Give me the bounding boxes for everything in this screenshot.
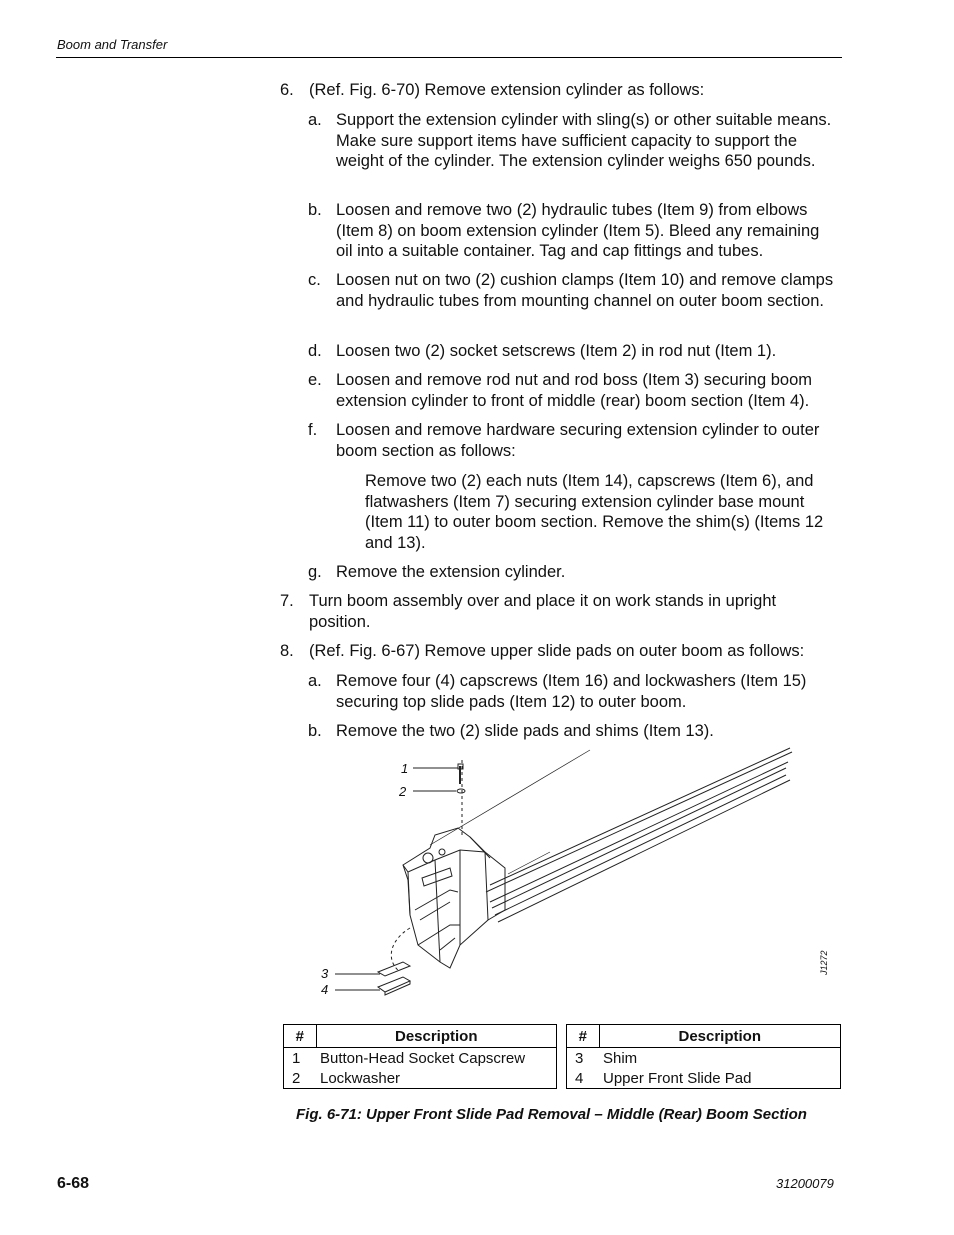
sub-text: Loosen and remove hardware securing extension cylinder to outer boom section as follows: [336,421,820,460]
item-number: 4 [567,1068,600,1089]
step-number: 8. [280,642,294,660]
step-6-f-detail: Remove two (2) each nuts (Item 14), capscrews (Item 6), and flatwashers (Item 7) securing extension cylinder base mount (Item 11) to outer boom section. Remove the shim(s) (Items 12 and 13). [365,472,824,552]
sub-text: Remove four (4) capscrews (Item 16) and lockwashers (Item 15) securing top slide pads (Item 12) to outer boom. [336,672,807,711]
item-description: Lockwasher [316,1068,557,1089]
sub-number: b. [308,201,322,219]
col-number-header: # [567,1025,600,1048]
sub-text: Loosen and remove rod nut and rod boss (Item 3) securing boom extension cylinder to front of middle (rear) boom section (Item 4). [336,371,813,410]
sub-text: Remove the two (2) slide pads and shims (Item 13). [336,722,714,740]
step-text: (Ref. Fig. 6-70) Remove extension cylinder as follows: [309,81,705,99]
step-text: Turn boom assembly over and place it on work stands in upright position. [309,592,777,631]
boom-illustration [300,740,840,1002]
sub-text: Support the extension cylinder with sling(s) or other suitable means. Make sure support items have sufficient capacity to support the weight of the cylinder. The extension cylinder weighs 650 pounds. [336,111,832,170]
sub-text: Loosen nut on two (2) cushion clamps (Item 10) and remove clamps and hydraulic tubes from mounting channel on outer boom section. [336,271,834,310]
sub-number: c. [308,271,321,289]
item-number: 2 [284,1068,317,1089]
sub-text: Loosen two (2) socket setscrews (Item 2) in rod nut (Item 1). [336,342,777,360]
header-rule [56,57,842,58]
boom-drawing [300,740,840,1002]
step-text: (Ref. Fig. 6-67) Remove upper slide pads on outer boom as follows: [309,642,805,660]
step-number: 7. [280,592,294,610]
legend-table-right [566,1024,841,1089]
table-row [284,1068,557,1089]
figure-caption: Fig. 6-71: Upper Front Slide Pad Removal – Middle (Rear) Boom Section [296,1106,807,1123]
step-number: 6. [280,81,294,99]
item-description: Upper Front Slide Pad [599,1068,841,1089]
item-description: Button-Head Socket Capscrew [316,1048,557,1069]
item-number: 1 [284,1048,317,1069]
sub-number: a. [308,672,322,690]
sub-number: d. [308,342,322,360]
page-number: 6-68 [57,1175,90,1192]
sub-number: e. [308,371,322,389]
sub-number: b. [308,722,322,740]
sub-number: f. [308,421,318,439]
sub-number: a. [308,111,322,129]
item-description: Shim [599,1048,841,1069]
callout-1: 1 [401,761,409,776]
col-number-header: # [284,1025,317,1048]
col-description-header: Description [599,1025,841,1048]
figure-code: J1272 [819,950,829,975]
document-number: 31200079 [776,1176,834,1191]
table-row [567,1068,841,1089]
table-row [567,1048,841,1069]
legend-table-left [283,1024,557,1089]
table-row [284,1048,557,1069]
col-description-header: Description [316,1025,557,1048]
callout-3: 3 [321,966,329,981]
callout-4: 4 [321,982,329,997]
sub-text: Loosen and remove two (2) hydraulic tubes (Item 9) from elbows (Item 8) on boom extension cylinder (Item 5). Bleed any remaining oil into a suitable container. Tag and cap fittings and tubes. [336,201,820,260]
item-number: 3 [567,1048,600,1069]
running-header: Boom and Transfer [57,37,168,52]
callout-2: 2 [399,784,407,799]
sub-number: g. [308,563,322,581]
sub-text: Remove the extension cylinder. [336,563,566,581]
